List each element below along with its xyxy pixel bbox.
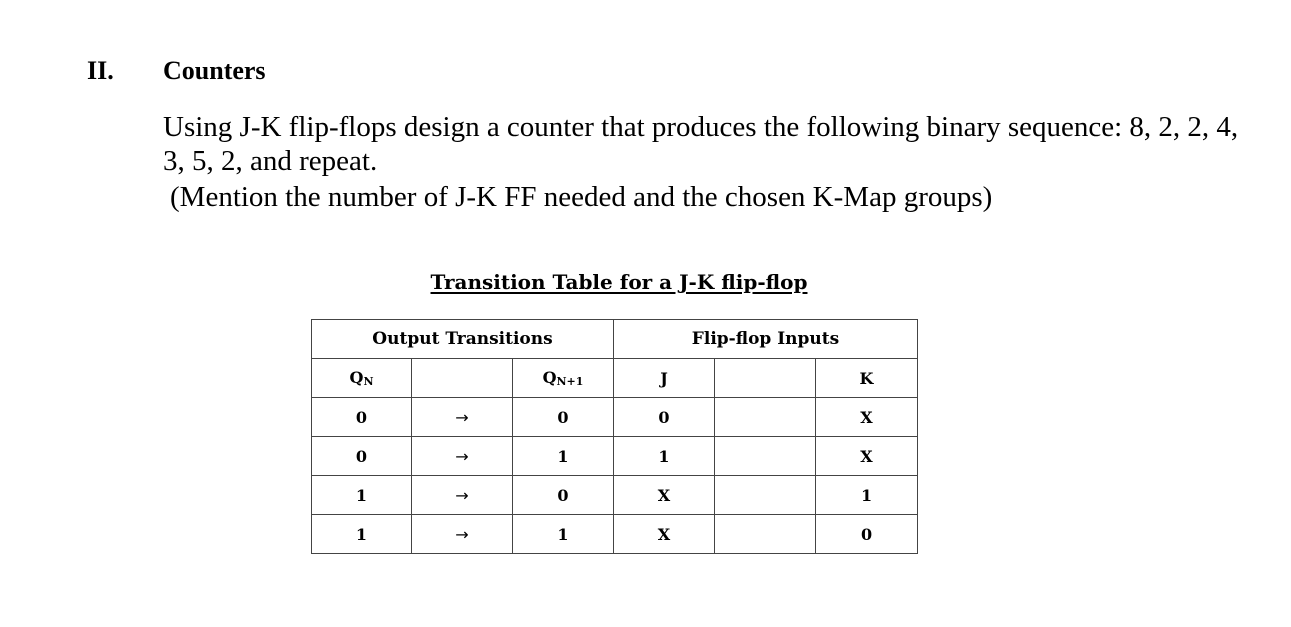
arrow-header-empty [412, 359, 513, 398]
arrow-icon: → [412, 398, 513, 437]
problem-statement-block [163, 110, 1243, 214]
k-cell: X [816, 437, 918, 476]
qn1-header-main: Q [542, 368, 557, 387]
section-number: II. [87, 56, 114, 85]
transition-table-caption: Transition Table for a J-K flip-flop [430, 270, 808, 294]
qn-header [312, 359, 412, 398]
table-column-header-row [312, 359, 918, 398]
problem-note: (Mention the number of J-K FF needed and the chosen K-Map groups) [170, 181, 993, 213]
k-cell: 1 [816, 476, 918, 515]
qn1-cell: 0 [513, 398, 614, 437]
transition-table [311, 319, 918, 554]
arrow-icon: → [412, 515, 513, 554]
qn1-cell: 1 [513, 437, 614, 476]
table-row [312, 437, 918, 476]
j-header: J [614, 359, 715, 398]
spacer-cell [715, 437, 816, 476]
spacer-cell [715, 398, 816, 437]
table-row [312, 476, 918, 515]
k-cell: 0 [816, 515, 918, 554]
arrow-icon: → [412, 476, 513, 515]
arrow-icon: → [412, 437, 513, 476]
table-row [312, 398, 918, 437]
j-cell: X [614, 515, 715, 554]
qn-header-main: Q [349, 368, 364, 387]
qn-header-sub: N [363, 375, 374, 388]
qn-cell: 1 [312, 515, 412, 554]
section-title: Counters [163, 56, 266, 85]
output-transitions-header: Output Transitions [312, 320, 614, 359]
spacer-header-empty [715, 359, 816, 398]
qn-cell: 0 [312, 437, 412, 476]
qn1-cell: 0 [513, 476, 614, 515]
j-cell: X [614, 476, 715, 515]
k-header: K [816, 359, 918, 398]
j-cell: 1 [614, 437, 715, 476]
table-row [312, 515, 918, 554]
k-cell: X [816, 398, 918, 437]
qn1-cell: 1 [513, 515, 614, 554]
qn-cell: 1 [312, 476, 412, 515]
qn1-header [513, 359, 614, 398]
problem-statement: Using J-K flip-flops design a counter that produces the following binary sequence: 8, 2, 2, 4, 3, 5, 2, and repeat. [163, 111, 1239, 177]
table-group-header-row [312, 320, 918, 359]
spacer-cell [715, 515, 816, 554]
transition-table-figure [311, 270, 917, 554]
j-cell: 0 [614, 398, 715, 437]
flipflop-inputs-header: Flip-flop Inputs [614, 320, 918, 359]
qn1-header-sub: N+1 [556, 375, 584, 388]
qn-cell: 0 [312, 398, 412, 437]
spacer-cell [715, 476, 816, 515]
